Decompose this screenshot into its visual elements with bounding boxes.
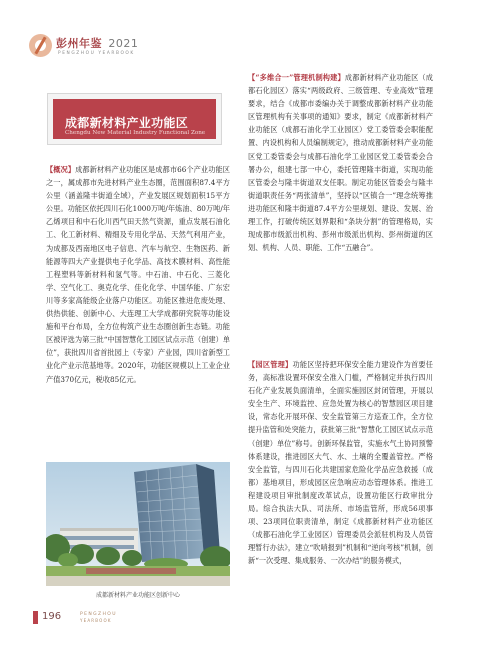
overview-paragraph xyxy=(46,163,230,386)
yearbook-title-text: 彭州年鉴 xyxy=(56,37,102,50)
footer-subtitle: YEARBOOK xyxy=(80,618,112,623)
building-illustration xyxy=(46,462,230,586)
section-title: 成都新材料产业功能区 xyxy=(65,116,189,130)
yearbook-year: 2021 xyxy=(108,37,139,50)
photo-caption: 成都新材料产业功能区创新中心 xyxy=(95,592,180,599)
management-paragraph xyxy=(248,358,433,568)
management-text: 功能区坚持把环保安全能力建设作为首要任务，高标准设置环保安全准入门槛，严格制定并执行四川石化产业发展负面清单，全面实施园区封闭管理，开展以安全生产、环境监控、应急处置为核心的智慧园区项目建设，常态化开展环保、安全监管第三方巡查工作，全方位提升监管和处突能力，获批第三批“智慧化工园区试点示范（创建）单位”称号。创新环保监管，实施水气土协同预警体系建设，推进园区大气、水、土壤的全覆盖管控。严格安全监管，与四川石化共建国家危险化学品应急救援（成都）基地项目，形成园区应急响应动态管理体系。推进工程建设项目审批制度改革试点，设置功能区行政审批分局。综合执法大队、司法所、市场监管所，形成56项事项、23项同位职责清单，制定《成都新材料产业功能区（成都石油化学工业园区）管理委员会派驻机构及人员管理暂行办法》，建立“吹哨报到”机制和“逆向考核”机制，创新“一次受理、集成服务、一次办结”的服务模式， xyxy=(248,360,433,566)
yearbook-subtitle: PENGZHOU YEARBOOK xyxy=(58,51,135,56)
yearbook-logo-icon xyxy=(29,34,52,57)
page-number: 196 xyxy=(42,611,62,622)
section-banner-panel xyxy=(53,99,216,139)
section-banner xyxy=(47,93,222,145)
overview-tag: 【概况】 xyxy=(46,165,76,174)
overview-text: 成都新材料产业功能区是成都市66个产业功能区之一，属成都市先进材料产业生态圈，范围面积87.4平方公里（涵盖隆丰街道全域），产业发展区规划面积15平方公里。功能区依托四川石化1000万吨/年炼油、80万吨/年乙烯项目和中石化川西气田天然气资源，重点发展石油化工、化工新材料、精细及专用化学品、天然气利用产业，为成都及西南地区电子信息、汽车与航空、生物医药、新能源等四大产业提供电子化学品、高技术膜材料、高性能工程塑料等新材料和氢气等。中石油、中石化、三菱化学、空气化工、奥克化学、佳化化学、中国华能、广东宏川等多家高能级企业落户功能区。功能区推进危废处理、供热供能、创新中心、大连理工大学成都研究院等功能设施和平台布局，全方位构筑产业生态圈创新生态链。功能区被评选为第三批“中国智慧化工园区试点示范（创建）单位”，获批四川省首批园上（专家）产业园，四川省新型工业化产业示范基地等。2020年，功能区规模以上工业企业产值370亿元，税收85亿元。 xyxy=(46,165,230,384)
innovation-center-photo xyxy=(46,462,230,586)
section-title-english: Chengdu New Material Industry Functional Zone xyxy=(65,130,206,136)
mechanism-tag: 【“多维合一”管理机制构建】 xyxy=(248,73,345,82)
yearbook-title xyxy=(56,35,138,51)
mechanism-paragraph xyxy=(248,71,433,254)
mechanism-text: 成都新材料产业功能区（成都石化园区）落实“两级政府、三级管理、专业高效”管理要求，结合《成都市委编办关于调整成都新材料产业功能区管理机构有关事项的通知》要求，制定《成都新材料产业功能区（成都石油化学工业园区）党工委管委会职能配置、内设机构和人员编制规定》，推动成都新材料产业功能区党工委管委会与成都石油化学工业园区党工委管委会合署办公，组建七部一中心，委托管理隆丰街道，实现功能区管委会与隆丰街道双支任职。制定功能区管委会与隆丰街道职责任务“两张清单”，坚持以“区镇合一”理念统筹推进功能区和隆丰街道87.4平方公里规划、建设、发展、治理工作，打破传统区划界限和“条块分割”的管理格局，实现成都市级派出机构、彭州市级派出机构、彭州街道的区划、机构、人员、职能、工作“五融合”。 xyxy=(248,73,433,253)
management-tag: 【园区管理】 xyxy=(248,360,293,369)
footer-accent-bar xyxy=(33,611,38,624)
footer-title: PENGZHOU xyxy=(80,612,117,617)
